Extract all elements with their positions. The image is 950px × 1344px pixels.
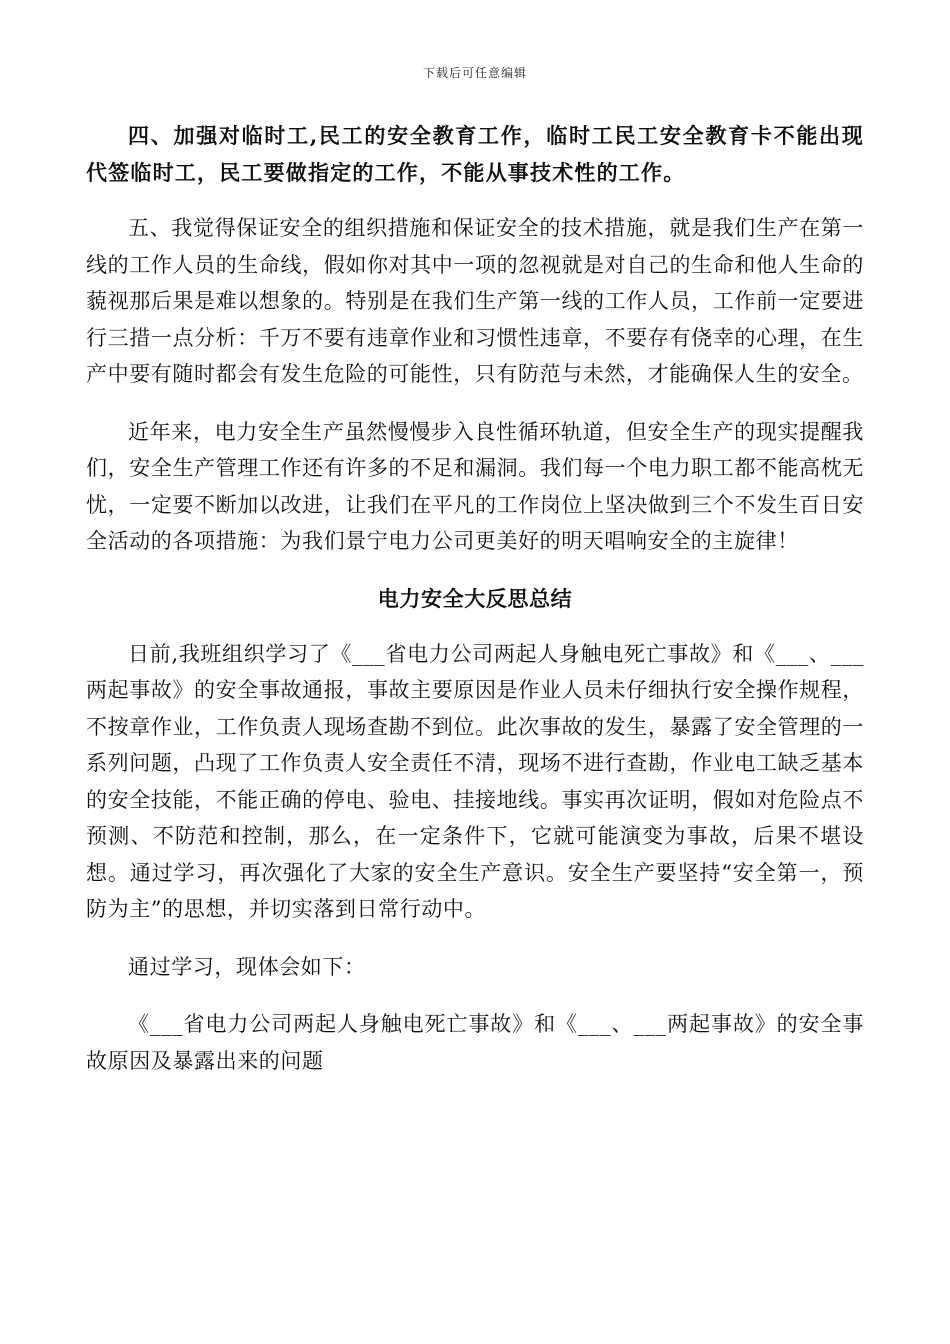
- paragraph-recent-years: 近年来，电力安全生产虽然慢慢步入良性循环轨道，但安全生产的现实提醒我们，安全生产管理工作还有许多的不足和漏洞。我们每一个电力职工都不能高枕无忧，一定要不断加以改进，让我们在平凡的工作岗位上坚决做到三个不发生百日安全活动的各项措施：为我们景宁电力公司更美好的明天唱响安全的主旋律！: [86, 419, 864, 553]
- page-header-note: 下载后可任意编辑: [422, 66, 527, 80]
- paragraph-study-summary: 日前,我班组织学习了《___省电力公司两起人身触电死亡事故》和《___、___两起事故》的安全事故通报，事故主要原因是作业人员未仔细执行安全操作规程，不按章作业，工作负责人现场查勘不到位。此次事故的发生，暴露了安全管理的一系列问题，凸现了工作负责人安全责任不清，现场不进行查勘，作业电工缺乏基本的安全技能，不能正确的停电、验电、挂接地线。事实再次证明，假如对危险点不预测、不防范和控制，那么，在一定条件下，它就可能演变为事故，后果不堪设想。通过学习，再次强化了大家的安全生产意识。安全生产要坚持“安全第一，预防为主”的思想，并切实落到日常行动中。: [86, 641, 864, 921]
- section-title: 电力安全大反思总结: [377, 585, 573, 611]
- paragraph-accident-causes: 《___省电力公司两起人身触电死亡事故》和《___、___两起事故》的安全事故原因及暴露出来的问题: [86, 1012, 864, 1073]
- paragraph-item-5: 五、我觉得保证安全的组织措施和保证安全的技术措施，就是我们生产在第一线的工作人员的生命线，假如你对其中一项的忽视就是对自己的生命和他人生命的藐视那后果是难以想象的。特别是在我们生产第一线的工作人员，工作前一定要进行三措一点分析：千万不要有违章作业和习惯性违章，不要存有侥幸的心理，在生产中要有随时都会有发生危险的可能性，只有防范与未然，才能确保人生的安全。: [86, 216, 864, 386]
- paragraph-experience-intro: 通过学习，现体会如下：: [128, 954, 366, 979]
- document-body: [86, 118, 864, 1079]
- paragraph-item-4: 四、加强对临时工,民工的安全教育工作，临时工民工安全教育卡不能出现代签临时工，民工要做指定的工作，不能从事技术性的工作。: [86, 123, 864, 185]
